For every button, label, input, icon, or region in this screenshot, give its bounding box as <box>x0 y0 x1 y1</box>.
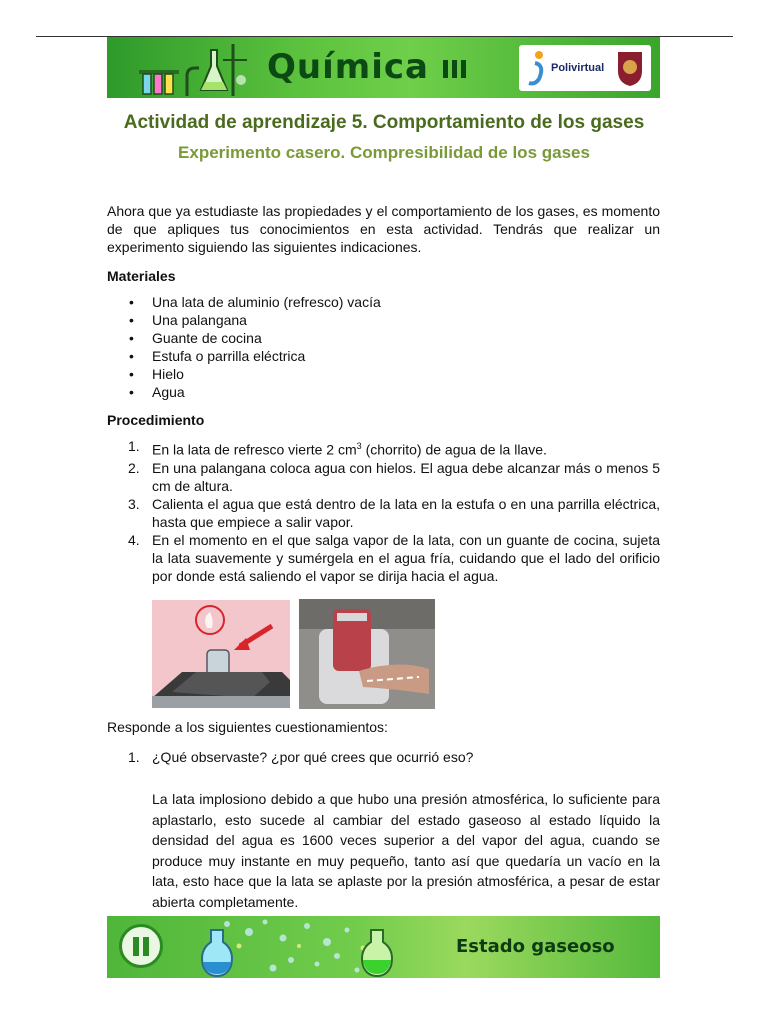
can-on-stove-image <box>152 600 290 708</box>
step-number: 4. <box>128 531 140 548</box>
list-item: • Una palangana <box>107 311 381 329</box>
list-item: • Hielo <box>107 365 381 383</box>
bubbles-and-flasks-icon <box>187 916 407 978</box>
logo-box <box>519 45 651 91</box>
footer-title: Estado gaseoso <box>456 936 615 957</box>
list-item: • Una lata de aluminio (refresco) vacía <box>107 293 381 311</box>
procedure-heading: Procedimiento <box>107 412 205 428</box>
page-subtitle: Experimento casero. Compresibilidad de los gases <box>178 143 590 162</box>
procedure-step <box>107 437 660 459</box>
step-number: 2. <box>128 459 140 476</box>
can-in-water-image <box>299 599 435 709</box>
step-text: En la lata de refresco vierte 2 cm <box>152 441 357 458</box>
question-number: 1. <box>128 749 140 765</box>
procedure-step <box>107 459 660 495</box>
intro-paragraph: Ahora que ya estudiaste las propiedades y el comportamiento de los gases, es momento de que apliques tus conocimientos en esta actividad. Tendrás que realizar un experimento siguiendo las siguientes indicaciones. <box>107 203 660 255</box>
footer-banner <box>107 916 660 978</box>
list-item: • Guante de cocina <box>107 329 381 347</box>
procedure-step <box>107 531 660 585</box>
roman-numeral-icon <box>443 47 470 87</box>
step-superscript: 3 <box>356 441 362 451</box>
logo-text: Polivirtual <box>551 62 605 74</box>
procedure-step <box>107 495 660 531</box>
list-item: • Estufa o parrilla eléctrica <box>107 347 381 365</box>
step-number: 3. <box>128 495 140 512</box>
list-item: • Agua <box>107 383 381 401</box>
page-title: Actividad de aprendizaje 5. Comportamiento de los gases <box>123 112 645 133</box>
step-text: En el momento en el que salga vapor de la lata, con un guante de cocina, sujeta la lata suavemente y sumérgela en el agua fría, cuidando que el lado del orificio por donde está saliendo el vapor se dirija hacia el agua. <box>152 531 660 584</box>
procedure-list <box>107 437 660 585</box>
pause-icon <box>119 924 163 968</box>
step-text: (chorrito) de agua de la llave. <box>365 441 547 458</box>
step-text: Calienta el agua que está dentro de la lata en la estufa o en una parrilla eléctrica, hasta que empiece a salir vapor. <box>152 495 660 530</box>
step-text: En una palangana coloca agua con hielos. El agua debe alcanzar más o menos 5 cm de altura. <box>152 459 660 494</box>
questions-intro: Responde a los siguientes cuestionamientos: <box>107 719 388 735</box>
ipn-seal-icon <box>615 49 645 87</box>
banner-title: Química <box>267 47 470 87</box>
materials-heading: Materiales <box>107 268 176 284</box>
header-banner <box>107 37 660 98</box>
lab-flasks-icon <box>135 40 255 96</box>
step-number: 1. <box>128 438 140 454</box>
question-text: ¿Qué observaste? ¿por qué crees que ocurrió eso? <box>152 749 474 765</box>
answer-1: La lata implosiono debido a que hubo una presión atmosférica, lo suficiente para aplastarlo, esto sucede al cambiar del estado gaseoso al estado líquido la densidad del agua es 1600 veces superior a del vapor del agua, cuando se produce muy instante en muy pequeño, tanto así que quedaría un vacío en la lata, esto hace que la lata se aplaste por la presión atmosférica, a pesar de estar abierta completamente. <box>152 791 660 910</box>
materials-list <box>107 293 381 401</box>
polivirtual-logo-icon <box>525 49 549 87</box>
